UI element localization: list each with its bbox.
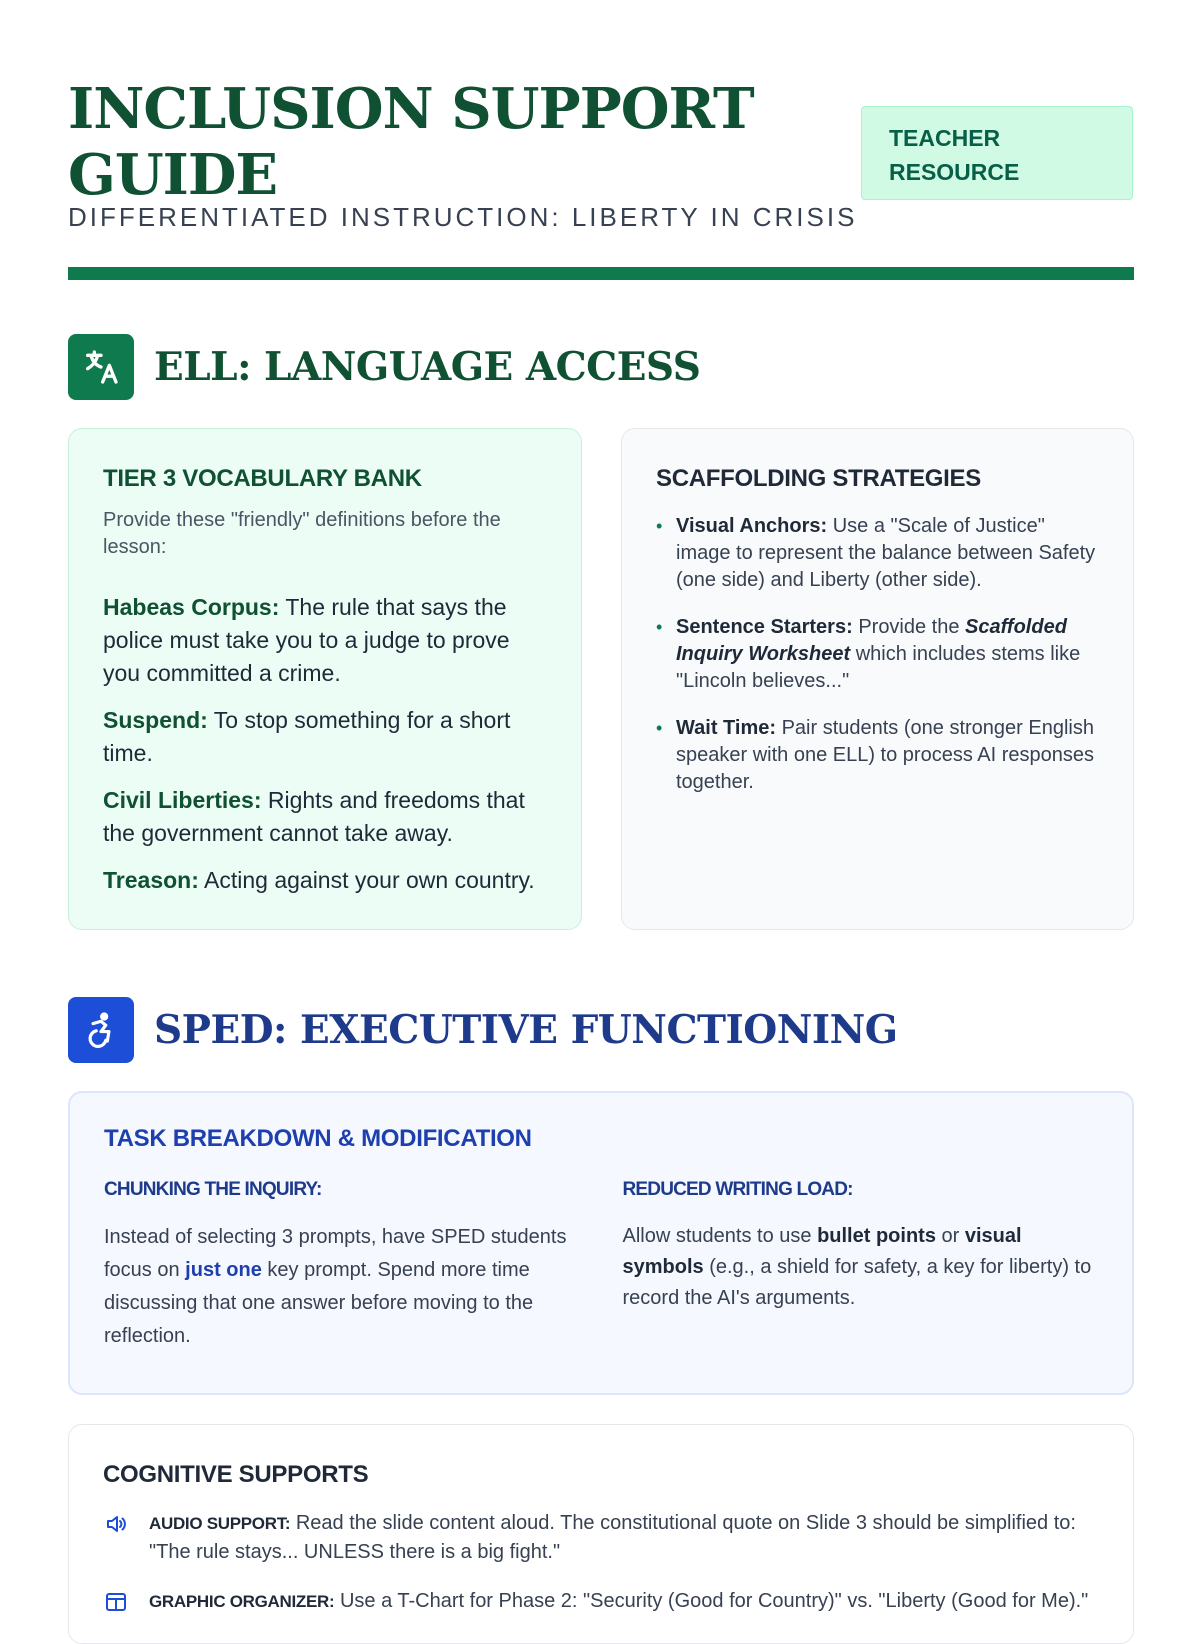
page-subtitle: DIFFERENTIATED INSTRUCTION: LIBERTY IN CRISIS <box>68 202 858 232</box>
accessibility-icon <box>68 997 134 1063</box>
vocab-list <box>103 591 547 897</box>
table-icon <box>103 1590 129 1614</box>
strategy-item <box>656 614 1099 695</box>
strategy-text: Provide the <box>858 616 960 638</box>
page-title <box>68 76 828 208</box>
ell-section-heading <box>68 334 700 400</box>
title-line-1: INCLUSION SUPPORT <box>68 76 754 142</box>
sped-section-title: SPED: EXECUTIVE FUNCTIONING <box>154 1007 898 1053</box>
vocab-bank-card <box>68 428 582 930</box>
header-divider <box>68 267 1134 280</box>
title-line-2: GUIDE <box>68 142 278 208</box>
just-one-emphasis: just one <box>185 1259 262 1281</box>
worksheet-title: Scaffolded Inquiry Worksheet <box>676 616 1067 665</box>
vocab-item <box>103 864 547 897</box>
vocab-term: Habeas Corpus: <box>103 594 280 620</box>
reduced-writing-title: REDUCED WRITING LOAD: <box>622 1179 853 1200</box>
task-columns <box>104 1179 1098 1353</box>
strategy-label: Wait Time: <box>676 717 777 739</box>
chunking-text: Instead of selecting 3 prompts, have SPED students focus on just one key prompt. Spend more time discussing that one answer before moving to the reflection. <box>104 1226 567 1347</box>
vocab-item <box>103 591 547 690</box>
badge-line-1: TEACHER <box>889 125 1001 151</box>
audio-support-label: AUDIO SUPPORT: <box>149 1514 291 1533</box>
vocab-term: Civil Liberties: <box>103 787 262 813</box>
vocab-definition: Acting against your own country. <box>204 867 535 893</box>
cognitive-supports-card <box>68 1424 1134 1644</box>
strategy-text: Use a "Scale of Justice" image to represent the balance between Safety (one side) and Liberty (other side). <box>676 515 1096 591</box>
strategy-text: Pair students (one stronger English speaker with one ELL) to process AI responses together. <box>676 717 1095 793</box>
translate-icon <box>68 334 134 400</box>
teacher-resource-badge <box>861 106 1133 200</box>
ell-section-title: ELL: LANGUAGE ACCESS <box>154 344 701 390</box>
sped-section-heading <box>68 997 898 1063</box>
vocab-bank-title: TIER 3 VOCABULARY BANK <box>103 465 422 492</box>
chunking-title: CHUNKING THE INQUIRY: <box>104 1179 322 1200</box>
strategy-text: which includes stems like "Lincoln believes..." <box>676 643 1081 692</box>
vocab-term: Treason: <box>103 867 199 893</box>
strategy-list <box>656 513 1099 796</box>
task-breakdown-card <box>68 1091 1134 1395</box>
strategy-item <box>656 513 1099 594</box>
vocab-term: Suspend: <box>103 707 208 733</box>
audio-support-item <box>103 1509 1099 1567</box>
task-breakdown-title: TASK BREAKDOWN & MODIFICATION <box>104 1125 532 1152</box>
vocab-note: Provide these "friendly" definitions before the lesson: <box>103 509 501 558</box>
scaffolding-card <box>621 428 1134 930</box>
scaffolding-title: SCAFFOLDING STRATEGIES <box>656 465 981 492</box>
vocab-definition: Rights and freedoms that the government cannot take away. <box>103 787 525 846</box>
graphic-organizer-text: Use a T-Chart for Phase 2: "Security (Good for Country)" vs. "Liberty (Good for Me)." <box>339 1590 1089 1612</box>
reduced-writing-column <box>623 1179 1099 1353</box>
strategy-label: Visual Anchors: <box>676 515 828 537</box>
strategy-label: Sentence Starters: <box>676 616 853 638</box>
badge-line-2: RESOURCE <box>889 159 1020 185</box>
audio-support-text: Read the slide content aloud. The constitutional quote on Slide 3 should be simplified to: "The rule stays... UNLESS there is a big fight." <box>149 1512 1076 1563</box>
strategy-item <box>656 715 1099 796</box>
header <box>68 76 1134 232</box>
vocab-definition: The rule that says the police must take you to a judge to prove you committed a crime. <box>103 594 510 686</box>
cognitive-supports-title: COGNITIVE SUPPORTS <box>103 1461 369 1488</box>
vocab-definition: To stop something for a short time. <box>103 707 511 766</box>
chunking-column <box>104 1179 580 1353</box>
vocab-item <box>103 704 547 770</box>
graphic-organizer-item <box>103 1587 1099 1616</box>
graphic-organizer-label: GRAPHIC ORGANIZER: <box>149 1592 335 1611</box>
vocab-item <box>103 784 547 850</box>
reduced-writing-text: Allow students to use bullet points or visual symbols (e.g., a shield for safety, a key for liberty) to record the AI's arguments. <box>622 1225 1092 1309</box>
speaker-icon <box>103 1512 129 1536</box>
